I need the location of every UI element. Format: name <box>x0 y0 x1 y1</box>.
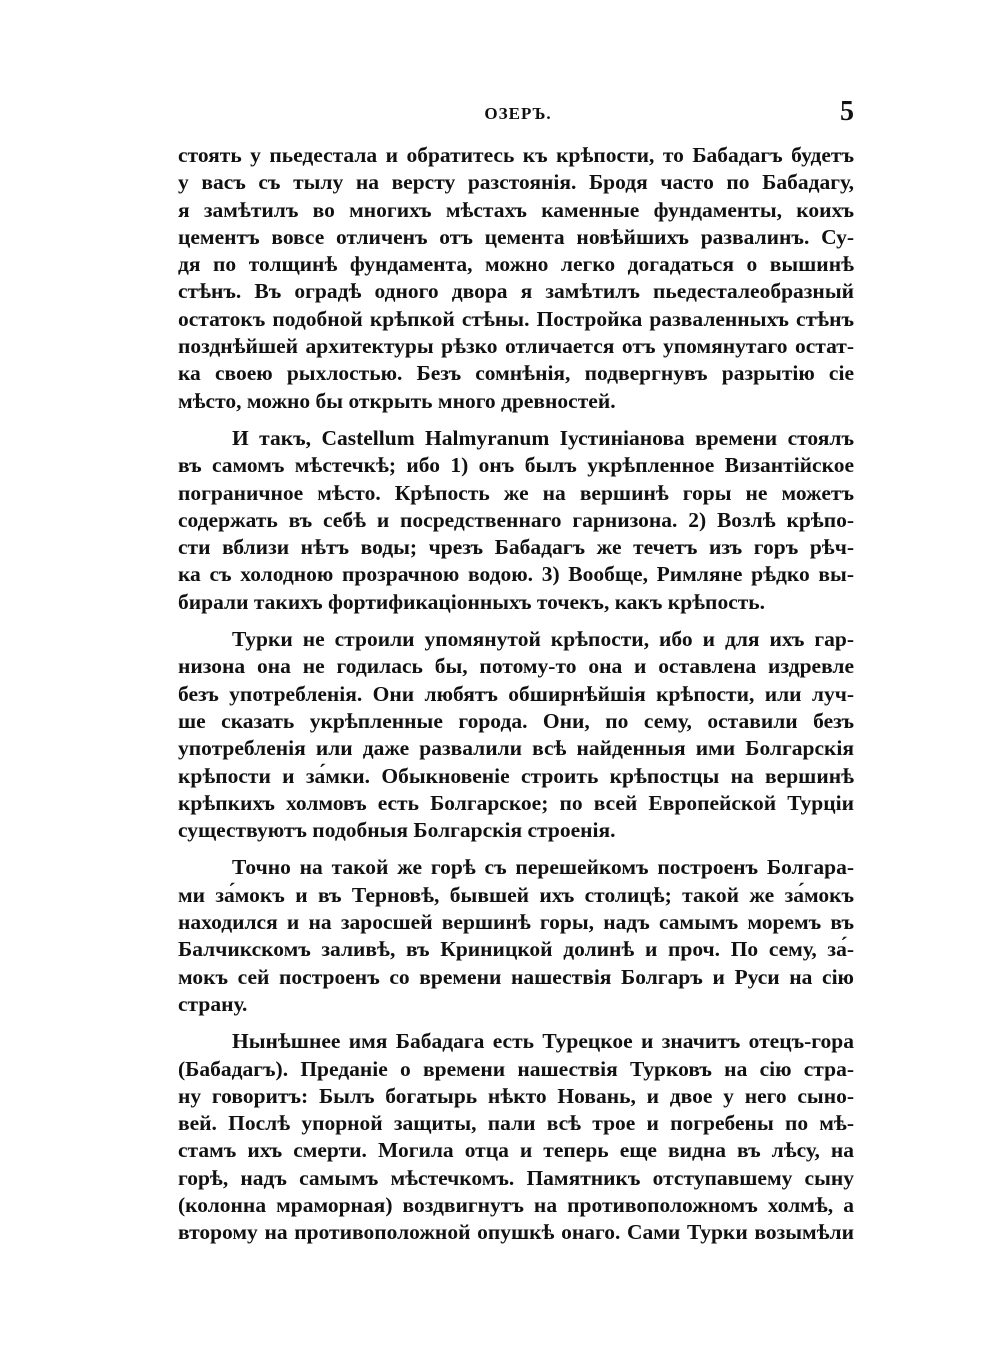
text-line: остатокъ подобной крѣпкой стѣны. Постройка разваленныхъ стѣнъ <box>178 306 854 331</box>
text-line: ка съ холодною прозрачною водою. 3) Вообще, Римляне рѣдко вы- <box>178 562 854 587</box>
text-line: стамъ ихъ смерти. Могила отца и теперь еще видна въ лѣсу, на <box>178 1138 854 1163</box>
text-line: ми за́мокъ и въ Терновѣ, бывшей ихъ столицѣ; такой же за́мокъ <box>178 882 854 907</box>
text-line: Точно на такой же горѣ съ перешейкомъ построенъ Болгара- <box>232 855 854 880</box>
text-line: горѣ, надъ самымъ мѣстечкомъ. Памятникъ отступавшему сыну <box>178 1165 854 1190</box>
text-line: И такъ, Castellum Halmyranum Іустиніанова времени стоялъ <box>232 425 854 450</box>
text-line: ну говоритъ: Былъ богатырь нѣкто Новань, и двое у него сыно- <box>178 1083 854 1108</box>
running-head: ОЗЕРЪ. <box>484 104 552 123</box>
text-line: мокъ сей построенъ со времени нашествія Болгаръ и Руси на сію <box>178 964 854 989</box>
text-line: низона она не годилась бы, потому-то она и оставлена издревле <box>178 654 854 679</box>
text-line: безъ употребленія. Они любятъ обширнѣйшія крѣпости, или луч- <box>178 681 854 706</box>
text-line: Турки не строили упомянутой крѣпости, ибо и для ихъ гар- <box>232 627 854 652</box>
text-line: стѣнъ. Въ оградѣ одного двора я замѣтилъ пьедесталеобразный <box>178 279 854 304</box>
text-line: существуютъ подобныя Болгарскія строенія. <box>178 818 616 843</box>
text-line: въ самомъ мѣстечкѣ; ибо 1) онъ былъ укрѣпленное Византійское <box>178 453 854 478</box>
text-line: (Бабадагъ). Преданіе о времени нашествія Турковъ на сію стра- <box>178 1056 854 1081</box>
text-line: ше сказать укрѣпленные города. Они, по сему, оставили безъ <box>178 708 854 733</box>
text-line: употребленія или даже развалили всѣ найденныя ими Болгарскія <box>178 736 854 761</box>
text-line: позднѣйшей архитектуры рѣзко отличается отъ упомянутаго остат- <box>178 334 854 359</box>
text-line: сти вблизи нѣтъ воды; чрезъ Бабадагъ же течетъ изъ горъ рѣч- <box>178 535 854 560</box>
paragraph-1 <box>178 142 854 415</box>
text-line: ка своею рыхлостью. Безъ сомнѣнія, подвергнувъ разрытію сіе <box>178 361 854 386</box>
text-line: я замѣтилъ во многихъ мѣстахъ каменные фундаменты, коихъ <box>178 197 854 222</box>
text-line: бирали такихъ фортификаціонныхъ точекъ, какъ крѣпость. <box>178 589 766 614</box>
text-line: пограничное мѣсто. Крѣпость же на вершинѣ горы не можетъ <box>178 480 854 505</box>
paragraph-3 <box>178 626 854 844</box>
paragraph-5 <box>178 1028 854 1246</box>
text-line: мѣсто, можно бы открыть много древностей. <box>178 388 616 413</box>
page-header <box>178 96 858 130</box>
text-line: Балчикскомъ заливѣ, въ Криницкой долинѣ и проч. По сему, за́- <box>178 937 854 962</box>
text-line: содержать въ себѣ и посредственнаго гарнизона. 2) Возлѣ крѣпо- <box>178 507 854 532</box>
text-line: страну. <box>178 991 248 1016</box>
paragraph-4 <box>178 854 854 1018</box>
text-line: крѣпости и за́мки. Обыкновеніе строить крѣпостцы на вершинѣ <box>178 763 854 788</box>
text-line: цементъ вовсе отличенъ отъ цемента новѣйшихъ развалинъ. Су- <box>178 224 854 249</box>
text-line: стоять у пьедестала и обратитесь къ крѣпости, то Бабадагъ будетъ <box>178 143 854 167</box>
text-line: крѣпкихъ холмовъ есть Болгарское; по всей Европейской Турціи <box>178 790 854 815</box>
text-line: второму на противоположной опушкѣ онаго. Сами Турки возымѣли <box>178 1220 854 1245</box>
paragraph-2 <box>178 425 854 616</box>
text-line: находился и на заросшей вершинѣ горы, надъ самымъ моремъ въ <box>178 910 854 935</box>
body-text <box>178 142 854 1257</box>
page-number: 5 <box>840 96 854 127</box>
text-line: дя по толщинѣ фундамента, можно легко догадаться о вышинѣ <box>178 252 854 277</box>
text-line: Нынѣшнее имя Бабадага есть Турецкое и значитъ отецъ-гора <box>232 1029 854 1054</box>
text-line: у васъ съ тылу на версту разстоянія. Бродя часто по Бабадагу, <box>178 170 854 195</box>
text-line: (колонна мраморная) воздвигнутъ на противоположномъ холмѣ, а <box>178 1192 854 1217</box>
text-line: вей. Послѣ упорной защиты, пали всѣ трое и погребены по мѣ- <box>178 1111 854 1136</box>
